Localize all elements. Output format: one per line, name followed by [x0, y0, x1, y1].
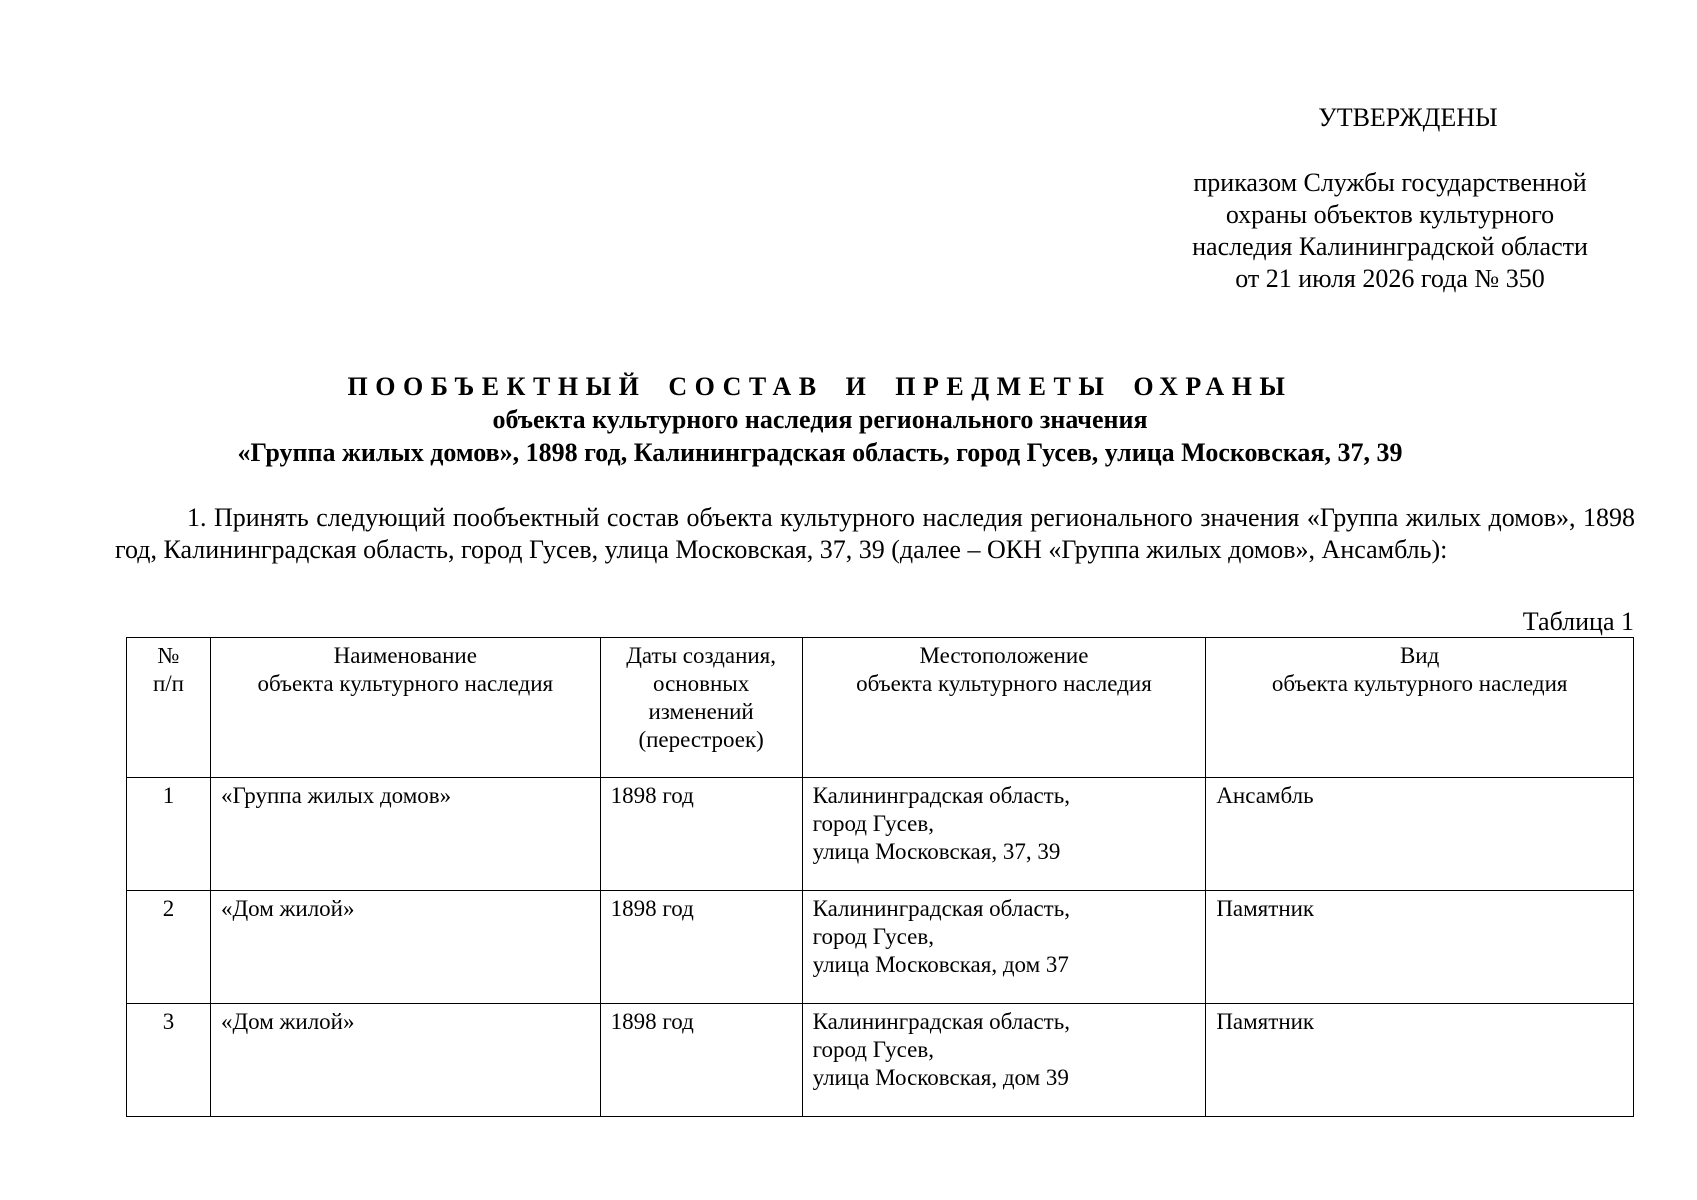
cell-type: Ансамбль	[1206, 778, 1634, 891]
cell-location: Калининградская область, город Гусев, улица Московская, дом 37	[802, 891, 1206, 1004]
approval-block	[1150, 102, 1630, 295]
paragraph-1: 1. Принять следующий пообъектный состав объекта культурного наследия регионального значения «Группа жилых домов», 1898 год, Калининградская область, город Гусев, улица Московская, 37, 39 (далее – ОКН «Группа жилых домов», Ансамбль):	[115, 503, 1635, 564]
table-row	[127, 891, 1634, 1004]
cell-location: Калининградская область, город Гусев, улица Московская, 37, 39	[802, 778, 1206, 891]
cell-num: 1	[127, 778, 211, 891]
cell-num: 3	[127, 1004, 211, 1117]
title-line-1: ПООБЪЕКТНЫЙ СОСТАВ И ПРЕДМЕТЫ ОХРАНЫ	[347, 372, 1293, 401]
title-line-2: объекта культурного наследия регионального значения	[492, 405, 1148, 434]
cell-name: «Дом жилой»	[210, 891, 600, 1004]
table-header-row	[127, 638, 1634, 778]
cell-num: 2	[127, 891, 211, 1004]
approval-heading: УТВЕРЖДЕНЫ	[1318, 103, 1498, 132]
approval-line: от 21 июля 2026 года № 350	[1235, 264, 1545, 293]
header-name: Наименование объекта культурного наследия	[210, 638, 600, 778]
cell-type: Памятник	[1206, 1004, 1634, 1117]
header-num: № п/п	[127, 638, 211, 778]
header-location: Местоположение объекта культурного наследия	[802, 638, 1206, 778]
cell-date: 1898 год	[600, 891, 802, 1004]
approval-line: охраны объектов культурного	[1225, 200, 1555, 229]
cell-date: 1898 год	[600, 778, 802, 891]
table-row	[127, 778, 1634, 891]
document-title	[200, 370, 1440, 469]
approval-line: приказом Службы государственной	[1193, 168, 1587, 197]
cell-name: «Группа жилых домов»	[210, 778, 600, 891]
cell-location: Калининградская область, город Гусев, улица Московская, дом 39	[802, 1004, 1206, 1117]
approval-line: наследия Калининградской области	[1192, 232, 1588, 261]
cell-type: Памятник	[1206, 891, 1634, 1004]
title-line-3: «Группа жилых домов», 1898 год, Калининградская область, город Гусев, улица Московская, 37, 39	[237, 438, 1403, 467]
heritage-table	[126, 637, 1634, 1117]
table-caption: Таблица 1	[1522, 607, 1634, 636]
cell-date: 1898 год	[600, 1004, 802, 1117]
cell-name: «Дом жилой»	[210, 1004, 600, 1117]
header-type: Вид объекта культурного наследия	[1206, 638, 1634, 778]
table-row	[127, 1004, 1634, 1117]
header-dates: Даты создания, основных изменений (перестроек)	[600, 638, 802, 778]
